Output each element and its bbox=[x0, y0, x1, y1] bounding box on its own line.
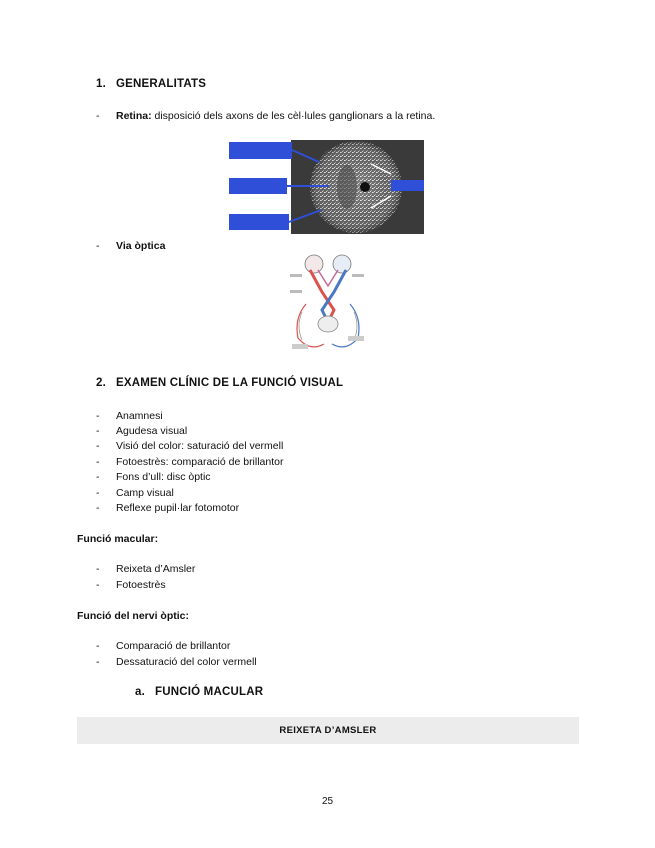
via-optica-label: Via òptica bbox=[116, 240, 166, 252]
label-box-mid bbox=[229, 178, 287, 194]
amsler-grid-header bbox=[77, 717, 579, 744]
optic-disc bbox=[360, 182, 370, 192]
page-number: 25 bbox=[321, 796, 334, 807]
retina-text: disposició dels axons de les cèl·lules ganglionars a la retina. bbox=[151, 110, 436, 122]
label-left bbox=[292, 344, 308, 349]
label-box-top bbox=[229, 142, 292, 159]
list-item: Fotoestrès: comparació de brillantor bbox=[116, 456, 284, 468]
bullet-dash: - bbox=[96, 110, 100, 122]
right-eye bbox=[333, 255, 351, 273]
retina-line bbox=[116, 110, 435, 122]
list-item: Anamnesi bbox=[116, 410, 163, 422]
visual-pathway-figure bbox=[288, 252, 368, 358]
list-item: Camp visual bbox=[116, 487, 174, 499]
list-item: Reflexe pupil·lar fotomotor bbox=[116, 502, 240, 514]
list-item: Fotoestrès bbox=[116, 579, 166, 591]
macular-title: Funció macular: bbox=[77, 533, 159, 545]
label-box-bottom bbox=[229, 214, 289, 230]
brainstem bbox=[318, 316, 338, 332]
subsection-title: FUNCIÓ MACULAR bbox=[155, 686, 264, 698]
section-title-examen: EXAMEN CLÍNIC DE LA FUNCIÓ VISUAL bbox=[116, 377, 344, 389]
amsler-grid-label: REIXETA D’AMSLER bbox=[279, 725, 377, 736]
label-right bbox=[348, 336, 364, 341]
list-item: Comparació de brillantor bbox=[116, 640, 231, 652]
nervi-title: Funció del nervi òptic: bbox=[77, 610, 190, 622]
raphe-shadow bbox=[337, 165, 357, 209]
left-eye bbox=[305, 255, 323, 273]
list-item: Fons d’ull: disc òptic bbox=[116, 471, 211, 483]
section-number-2: 2. bbox=[96, 377, 106, 389]
list-item: Visió del color: saturació del vermell bbox=[116, 440, 284, 452]
list-item: Reixeta d’Amsler bbox=[116, 563, 196, 575]
list-item: Dessaturació del color vermell bbox=[116, 656, 257, 668]
retina-label: Retina: bbox=[116, 110, 152, 122]
label-box-right bbox=[391, 180, 424, 191]
bullet-dash: - bbox=[96, 240, 100, 252]
list-item: Agudesa visual bbox=[116, 425, 188, 437]
section-title-generalitats: GENERALITATS bbox=[116, 78, 207, 90]
retina-axons-figure bbox=[229, 140, 424, 234]
subsection-letter: a. bbox=[135, 686, 145, 698]
section-number-1: 1. bbox=[96, 78, 106, 90]
